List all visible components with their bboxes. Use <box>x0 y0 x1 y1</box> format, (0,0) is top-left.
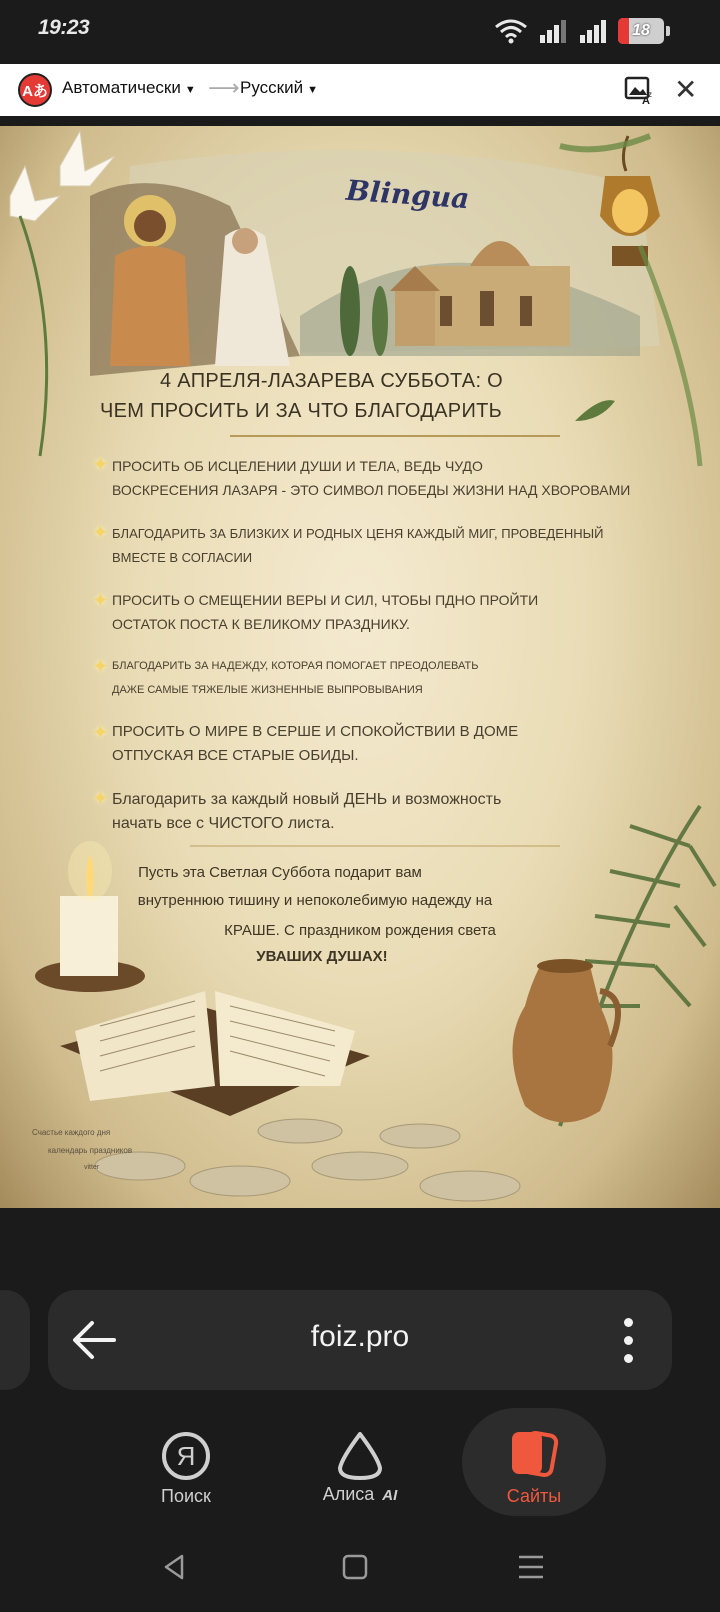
poster-item-line: ПРОСИТЬ ОБ ИСЦЕЛЕНИИ ДУШИ И ТЕЛА, ВЕДЬ ЧУДО <box>112 458 483 474</box>
target-language-select[interactable] <box>240 78 318 98</box>
poster-item-2 <box>112 522 672 570</box>
poster-item-1 <box>112 454 672 502</box>
signal-icon-2 <box>578 19 608 43</box>
tab-sites[interactable] <box>464 1410 604 1520</box>
url-bar[interactable] <box>48 1290 672 1390</box>
system-nav-bar <box>0 1530 720 1612</box>
tab-search-label: Поиск <box>161 1486 211 1506</box>
poster-title-line1: 4 АПРЕЛЯ-ЛАЗАРЕВА СУББОТА: О <box>160 370 504 392</box>
translate-bar <box>0 64 720 116</box>
poster-image <box>0 126 720 1208</box>
signal-icon <box>538 19 568 43</box>
ai-badge: AI <box>382 1487 398 1504</box>
battery-indicator <box>618 18 664 44</box>
tab-sites-label: Сайты <box>506 1486 562 1506</box>
poster-item-line: ПРОСИТЬ О СМЕЩЕНИИ ВЕРЫ И СИЛ, ЧТОБЫ ПДНО ПРОЙТИ <box>112 592 539 608</box>
sparkle-icon: ✦ <box>92 788 109 810</box>
sparkle-icon: ✦ <box>92 454 109 476</box>
arrow-right-icon: ⟶ <box>208 75 240 100</box>
poster-title-line2: ЧЕМ ПРОСИТЬ И ЗА ЧТО БЛАГОДАРИТЬ <box>100 400 503 422</box>
tab-alice-text: Алиса <box>322 1484 375 1504</box>
wish-line-3: КРАШЕ. С праздником рождения света <box>224 922 496 939</box>
status-icons <box>494 18 670 44</box>
poster-item-line: ОТПУСКАЯ ВСЕ СТАРЫЕ ОБИДЫ. <box>112 747 359 764</box>
wish-line-4: УВАШИХ ДУШАХ! <box>256 948 388 965</box>
tab-alice[interactable] <box>290 1410 430 1520</box>
footnote-3: vitter <box>84 1164 100 1171</box>
sparkle-icon: ✦ <box>92 722 109 744</box>
poster-item-line: БЛАГОДАРИТЬ ЗА БЛИЗКИХ И РОДНЫХ ЦЕНЯ КАЖДЫЙ МИГ, ПРОВЕДЕННЫЙ <box>112 526 604 541</box>
poster-item-6 <box>112 788 672 836</box>
previous-tab-stub[interactable] <box>0 1290 30 1390</box>
url-text[interactable]: foiz.pro <box>310 1320 410 1353</box>
chevron-down-icon: ▼ <box>184 84 196 96</box>
tab-search[interactable] <box>116 1410 256 1520</box>
chevron-down-icon: ▼ <box>307 84 318 96</box>
more-menu-icon[interactable] <box>622 1318 634 1364</box>
poster-item-line: БЛАГОДАРИТЬ ЗА НАДЕЖДУ, КОТОРАЯ ПОМОГАЕТ ПРЕОДОЛЕВАТЬ <box>112 660 479 672</box>
poster-item-line: ВОСКРЕСЕНИЯ ЛАЗАРЯ - ЭТО СИМВОЛ ПОБЕДЫ ЖИЗНИ НАД ХВОРОВАМИ <box>112 482 631 498</box>
sparkle-icon: ✦ <box>92 522 109 544</box>
poster-item-line: Благодарить за каждый новый ДЕНЬ и возможность <box>112 791 502 808</box>
tab-alice-label <box>290 1484 430 1505</box>
status-time: 19:23 <box>38 16 90 39</box>
translate-logo-icon: Aあ <box>18 73 52 107</box>
poster-item-line: начать все с ЧИСТОГО листа. <box>112 815 335 832</box>
battery-level: 18 <box>632 22 650 39</box>
poster-item-line: ПРОСИТЬ О МИРЕ В СЕРШЕ И СПОКОЙСТВИИ В ДОМЕ <box>112 723 519 740</box>
footnote-2: календарь праздников <box>48 1146 133 1155</box>
poster-item-4 <box>112 654 672 702</box>
book-illustration <box>60 991 370 1116</box>
nav-home-icon[interactable] <box>340 1552 370 1582</box>
poster-item-5 <box>112 720 672 768</box>
poster-item-3 <box>112 588 672 636</box>
poster-item-line: ОСТАТОК ПОСТА К ВЕЛИКОМУ ПРАЗДНИКУ. <box>112 616 410 632</box>
tabs-icon <box>506 1428 562 1480</box>
svg-text:A: A <box>642 95 650 105</box>
svg-text:Я: Я <box>176 1441 196 1471</box>
sparkle-icon: ✦ <box>92 656 109 678</box>
wish-line-2: внутреннюю тишину и непоколебимую надежду на <box>137 892 493 909</box>
nav-recents-icon[interactable] <box>516 1552 546 1582</box>
wish-line-1: Пусть эта Светлая Суббота подарит вам <box>138 864 422 881</box>
svg-text:z: z <box>648 90 652 99</box>
brand-logo: Blingua <box>344 173 471 216</box>
alice-icon <box>334 1430 386 1482</box>
jug-illustration <box>513 959 619 1122</box>
footnote-1: Счастье каждого дня <box>32 1128 111 1137</box>
poster-item-line: ВМЕСТЕ В СОГЛАСИИ <box>112 550 253 565</box>
source-language-select[interactable] <box>62 78 196 98</box>
sparkle-icon: ✦ <box>92 590 109 612</box>
poster-item-line: ДАЖЕ САМЫЕ ТЯЖЕЛЫЕ ЖИЗНЕННЫЕ ВЫПРОВЫВАНИЯ <box>112 684 423 696</box>
yandex-icon <box>160 1430 212 1482</box>
status-bar <box>0 0 720 64</box>
nav-back-icon[interactable] <box>160 1552 190 1582</box>
close-icon[interactable]: ✕ <box>674 74 698 105</box>
wifi-icon <box>494 18 528 44</box>
target-language-label: Русский <box>240 78 304 97</box>
source-language-label: Автоматически <box>62 78 181 97</box>
image-translate-icon[interactable] <box>624 75 654 105</box>
